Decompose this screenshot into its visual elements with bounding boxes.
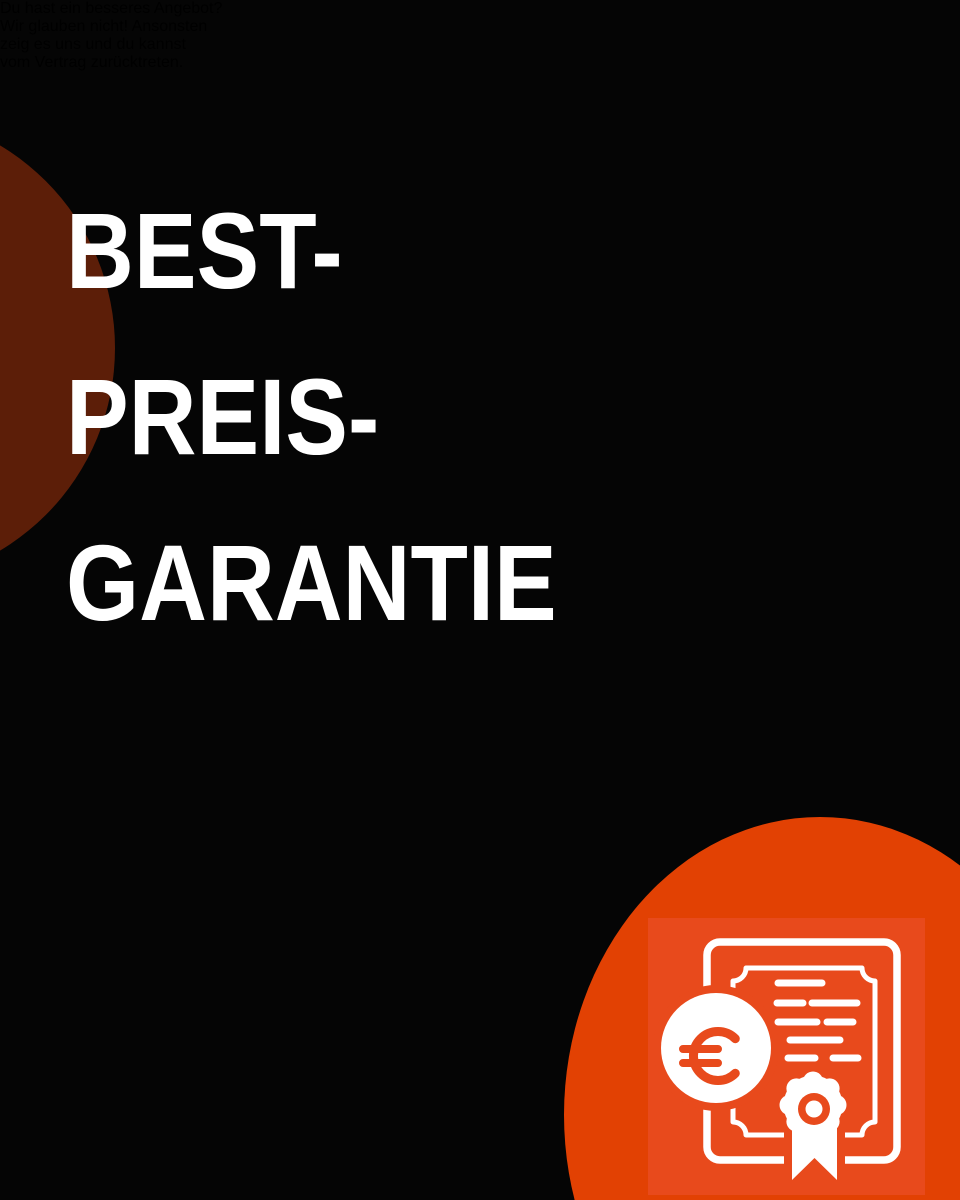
headline-line-1: BEST-	[66, 190, 343, 311]
headline	[66, 168, 557, 666]
icon-tile	[648, 918, 925, 1195]
body-line-3: zeig es uns und du kannst	[0, 36, 186, 53]
certificate-euro-icon	[648, 918, 925, 1195]
certificate-text-lines	[777, 983, 858, 1058]
euro-coin	[661, 993, 771, 1103]
headline-line-3: GARANTIE	[66, 522, 557, 643]
body-line-4: vom Vertrag zurücktreten.	[0, 54, 184, 71]
body-line-1: Du hast ein besseres Angebot?	[0, 0, 223, 17]
award-ribbon-icon	[775, 1067, 851, 1188]
headline-line-2: PREIS-	[66, 356, 380, 477]
body-line-2: Wir glauben nicht! Ansonsten	[0, 18, 208, 35]
